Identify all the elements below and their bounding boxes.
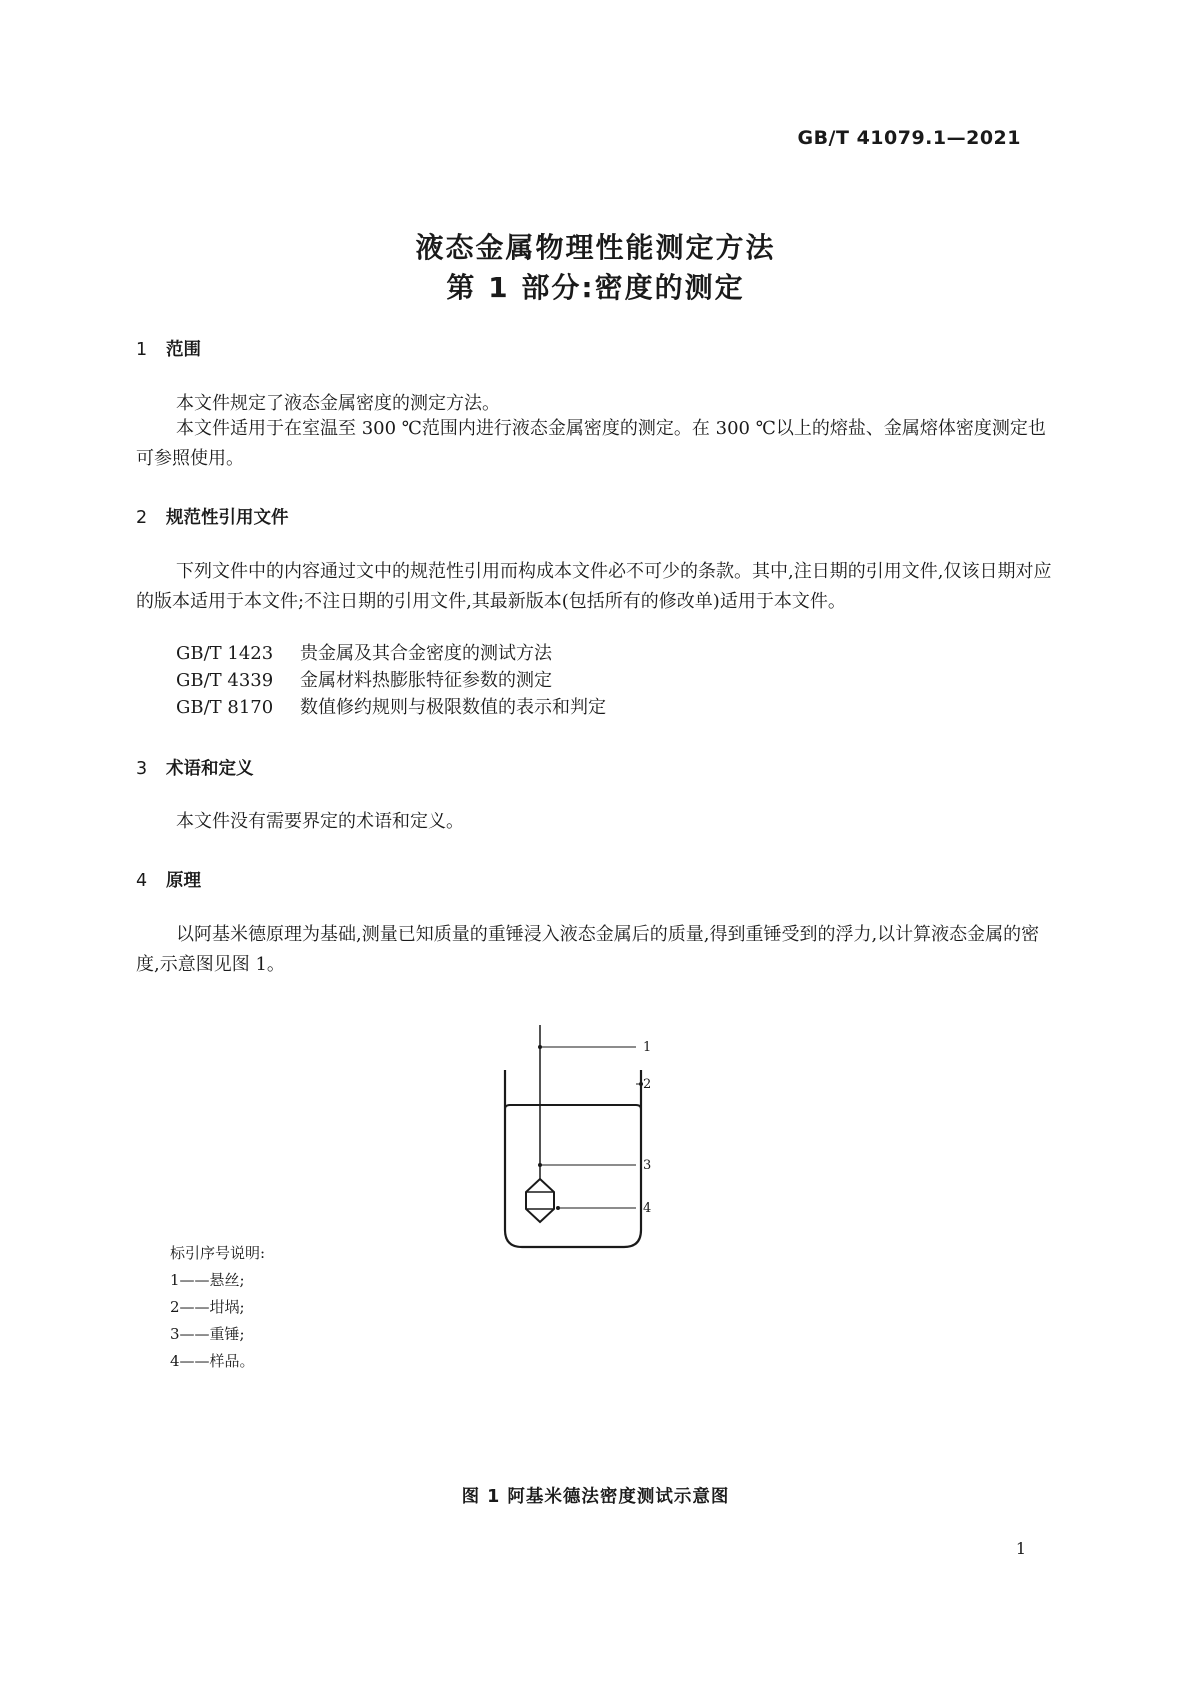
legend-item: 4——样品。 bbox=[170, 1352, 255, 1370]
crucible bbox=[505, 1070, 641, 1247]
liquid-sample bbox=[505, 1105, 641, 1117]
legend-title: 标引序号说明: bbox=[170, 1244, 266, 1262]
section-1-paragraph-2: 本文件适用于在室温至 300 ℃范围内进行液态金属密度的测定。在 300 ℃以上的熔盐、金属熔体密度测定也可参照使用。 bbox=[136, 418, 1046, 469]
figure-legend bbox=[170, 1240, 265, 1375]
reference-title: 金属材料热膨胀特征参数的测定 bbox=[300, 670, 552, 691]
reference-item bbox=[176, 639, 552, 669]
section-number: 3 bbox=[136, 759, 148, 779]
reference-code: GB/T 4339 bbox=[176, 670, 274, 691]
callout-2: 2 bbox=[643, 1077, 652, 1092]
archimedes-diagram bbox=[470, 1025, 730, 1325]
reference-item bbox=[176, 666, 552, 696]
section-1-heading bbox=[136, 336, 201, 361]
section-3-heading bbox=[136, 755, 254, 780]
callout-3: 3 bbox=[643, 1158, 652, 1173]
section-2-paragraph: 下列文件中的内容通过文中的规范性引用而构成本文件必不可少的条款。其中,注日期的引用文件,仅该日期对应的版本适用于本文件;不注日期的引用文件,其最新版本(包括所有的修改单)适用于本文件。 bbox=[136, 561, 1052, 612]
weight-bob bbox=[526, 1179, 554, 1222]
document-title-line1: 液态金属物理性能测定方法 bbox=[415, 231, 776, 264]
section-title: 范围 bbox=[166, 340, 201, 360]
section-title: 规范性引用文件 bbox=[166, 508, 289, 528]
page-number: 1 bbox=[1015, 1539, 1026, 1558]
section-number: 2 bbox=[136, 508, 148, 528]
section-3-paragraph: 本文件没有需要界定的术语和定义。 bbox=[176, 811, 464, 832]
section-2-heading bbox=[136, 504, 289, 529]
reference-code: GB/T 8170 bbox=[176, 697, 274, 718]
section-4-paragraph: 以阿基米德原理为基础,测量已知质量的重锤浸入液态金属后的质量,得到重锤受到的浮力,以计算液态金属的密度,示意图见图 1。 bbox=[136, 924, 1040, 975]
legend-item: 2——坩埚; bbox=[170, 1298, 245, 1316]
legend-item: 3——重锤; bbox=[170, 1325, 245, 1343]
section-title: 原理 bbox=[166, 871, 201, 891]
legend-item: 1——悬丝; bbox=[170, 1271, 245, 1289]
section-1-paragraph-1: 本文件规定了液态金属密度的测定方法。 bbox=[176, 393, 500, 414]
reference-item bbox=[176, 693, 606, 723]
reference-title: 贵金属及其合金密度的测试方法 bbox=[300, 643, 552, 664]
section-number: 4 bbox=[136, 871, 148, 891]
section-4-heading bbox=[136, 867, 201, 892]
callout-1: 1 bbox=[643, 1040, 652, 1055]
section-title: 术语和定义 bbox=[166, 759, 254, 779]
figure-caption: 图 1 阿基米德法密度测试示意图 bbox=[461, 1487, 730, 1507]
reference-title: 数值修约规则与极限数值的表示和判定 bbox=[300, 697, 606, 718]
document-title-line2: 第 1 部分:密度的测定 bbox=[446, 271, 745, 304]
standard-number: GB/T 41079.1—2021 bbox=[797, 127, 1021, 149]
section-number: 1 bbox=[136, 340, 148, 360]
reference-code: GB/T 1423 bbox=[176, 643, 274, 664]
callout-4: 4 bbox=[643, 1201, 652, 1216]
